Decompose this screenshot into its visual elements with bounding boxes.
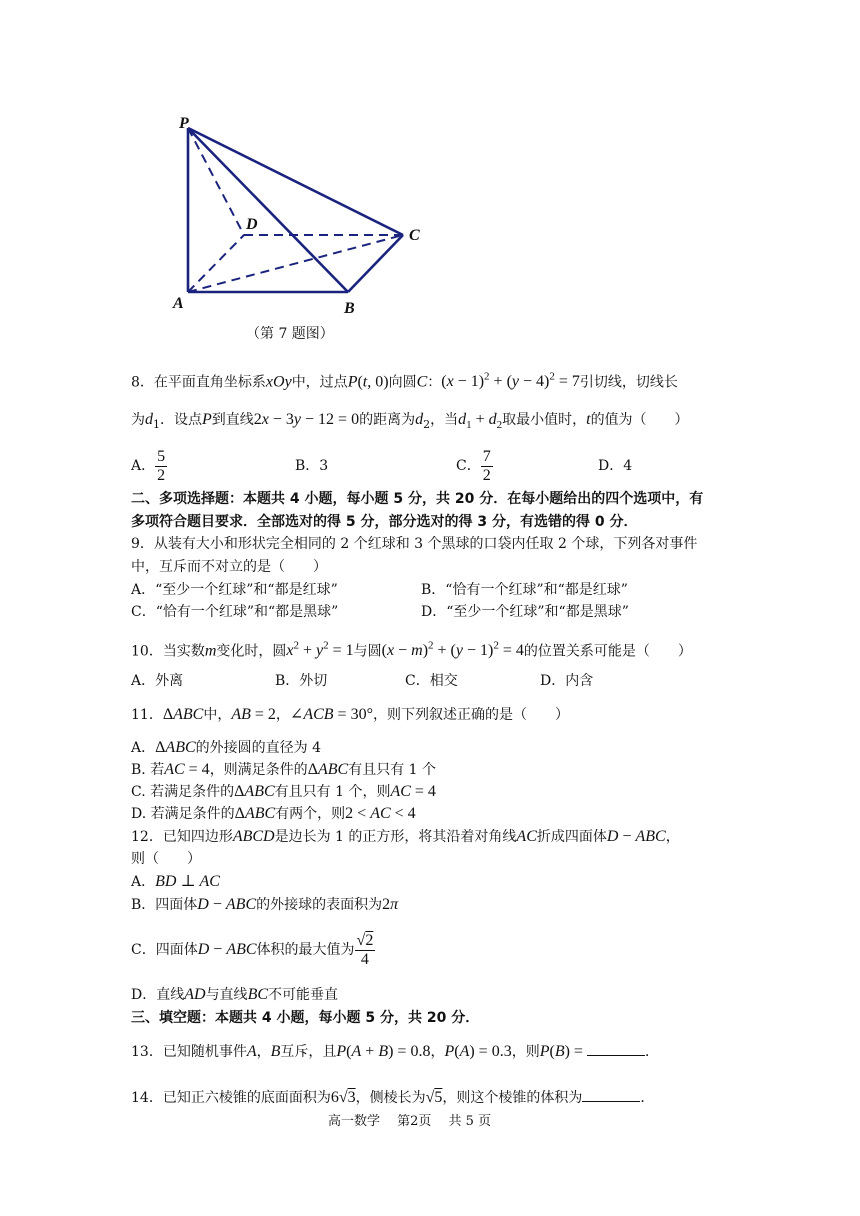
text: 13．已知随机事件 xyxy=(131,1044,247,1060)
text: B．四面体 xyxy=(131,897,198,913)
text: 向圆 xyxy=(388,374,417,391)
text: ，则这个棱锥的体积为 xyxy=(442,1090,583,1106)
text: 8．在平面直角坐标系 xyxy=(131,374,266,391)
q10-option-b: B．外切 xyxy=(275,673,328,689)
math: 2 < AC < 4 xyxy=(345,805,416,822)
q8-option-c xyxy=(456,446,493,486)
math: t xyxy=(586,411,591,428)
text: A． xyxy=(131,458,156,474)
edge-PC xyxy=(188,128,403,235)
q12-option-c xyxy=(131,928,375,972)
q9-option-d: D．“至少一个红球”和“都是黑球” xyxy=(421,604,629,620)
text: 的值为（ ） xyxy=(590,412,689,428)
edge-BC xyxy=(348,235,403,292)
math: $d_1 + d_2$ xyxy=(458,411,503,432)
fraction xyxy=(155,448,167,485)
text: 变化时，圆 xyxy=(216,643,287,660)
text: 为 xyxy=(131,412,145,428)
text: 有且只有 1 个 xyxy=(348,762,437,778)
section2-line1: 二、多项选择题：本题共 4 小题，每小题 5 分，共 20 分．在每小题给出的四个选项中，有 xyxy=(131,491,704,507)
math: $(x - m)^2 + (y - 1)^2 = 4$ xyxy=(381,640,524,660)
num: √2 xyxy=(356,931,374,949)
q14-stem xyxy=(131,1087,654,1108)
text: A． xyxy=(131,740,156,756)
q8-option-b: B．3 xyxy=(295,458,329,474)
text: 有两个，则 xyxy=(275,806,346,822)
q9-line2: 中，互斥而不对立的是（ ） xyxy=(131,559,327,575)
edge-PD xyxy=(188,128,244,235)
pyramid-figure xyxy=(160,108,440,320)
math: B xyxy=(270,1043,281,1060)
num: 5 xyxy=(157,447,166,465)
text: A． xyxy=(131,874,156,890)
math: AC = 4 xyxy=(164,761,210,778)
q11-option-b xyxy=(131,760,436,780)
math: m xyxy=(204,642,217,660)
math: D − ABC xyxy=(197,896,257,913)
text: 12．已知四边形 xyxy=(131,829,233,845)
math: P xyxy=(202,411,212,428)
answer-blank[interactable] xyxy=(582,1087,640,1102)
math: $(x - 1)^2 + (y - 4)^2 = 7$ xyxy=(441,371,580,391)
text: ，则满足条件的 xyxy=(209,762,308,778)
text: C．四面体 xyxy=(131,942,198,958)
fraction xyxy=(481,448,493,485)
text: ： xyxy=(427,374,442,391)
math: D − ABC xyxy=(606,828,666,845)
text: B. 若 xyxy=(131,762,165,778)
math: C xyxy=(416,373,428,391)
text: 14．已知正六棱锥的底面面积为 xyxy=(131,1090,331,1106)
math: AC = 4 xyxy=(390,783,436,800)
text: 10．当实数 xyxy=(131,643,205,660)
text: ，侧棱长为 xyxy=(355,1090,426,1106)
text: 到直线 xyxy=(211,412,254,428)
math: P(A) = 0.3 xyxy=(444,1043,512,1060)
label-B: B xyxy=(344,300,355,317)
text: ，当 xyxy=(430,412,459,428)
q12-option-a xyxy=(131,872,220,892)
math: P xyxy=(347,373,358,391)
math: d xyxy=(415,411,424,428)
text: 折成四面体 xyxy=(536,829,607,845)
math: BD ⊥ AC xyxy=(155,873,220,890)
q8-line1 xyxy=(131,367,678,392)
text: D. 若满足条件的 xyxy=(131,806,235,822)
text: 引切线，切线长 xyxy=(579,374,678,391)
text: 取最小值时， xyxy=(502,412,587,428)
math: ΔABC xyxy=(234,783,275,800)
q9-option-b: B．“恰有一个红球”和“都是红球” xyxy=(421,582,628,598)
math: ∠ACB = 30° xyxy=(289,706,373,723)
answer-blank[interactable] xyxy=(587,1041,645,1056)
math: D − ABC xyxy=(197,941,257,958)
label-D: D xyxy=(246,216,258,233)
page-footer: 高一数学 第2页 共 5 页 xyxy=(328,1114,492,1129)
q8-line2: 为$d_1$．设点P到直线2x − 3y − 12 = 0的距离为$d_2$，当$d_1 + d_2$取最小值时，t的值为（ ） xyxy=(131,411,689,432)
text: 中， xyxy=(203,707,232,723)
q11-option-a xyxy=(131,738,321,758)
math: BC xyxy=(247,986,269,1003)
q10-option-a: A．外离 xyxy=(131,673,184,689)
q8-option-d: D．4 xyxy=(598,458,633,474)
text: 不可能垂直 xyxy=(268,987,339,1003)
text: ． xyxy=(640,1090,655,1106)
math: √5 xyxy=(425,1089,443,1106)
text: 是边长为 1 的正方形，将其沿着对角线 xyxy=(274,829,517,845)
q12-line2: 则（ ） xyxy=(131,851,201,867)
text: C． xyxy=(456,458,481,474)
text: 的位置关系可能是（ ） xyxy=(523,643,692,660)
q10-option-d: D．内含 xyxy=(540,673,594,689)
math: P(B) = xyxy=(539,1043,587,1060)
math: AC xyxy=(516,828,537,845)
math: d xyxy=(145,411,153,428)
q11-option-c xyxy=(131,782,436,802)
math: 2x − 3y − 12 = 0 xyxy=(253,411,360,428)
q13-stem xyxy=(131,1041,659,1062)
q8-option-a xyxy=(131,446,167,486)
text: ， xyxy=(256,1044,271,1060)
math: 6√3 xyxy=(330,1089,356,1106)
text: ， xyxy=(430,1044,445,1060)
math: A xyxy=(246,1043,257,1060)
math: AD xyxy=(184,986,206,1003)
math: 2π xyxy=(382,896,399,913)
math: P(A + B) = 0.8 xyxy=(336,1043,431,1060)
q11-stem xyxy=(131,705,569,725)
math: $x^2 + y^2 = 1$ xyxy=(286,640,354,660)
text: ．设点 xyxy=(160,412,202,428)
num: 7 xyxy=(482,447,491,465)
math: AB = 2 xyxy=(231,706,276,723)
text: 与圆 xyxy=(353,643,382,660)
text: ． xyxy=(644,1044,659,1060)
edge-AC xyxy=(188,235,403,292)
math: ΔABC xyxy=(234,805,276,822)
math: ΔABC xyxy=(162,706,204,723)
q12-stem xyxy=(131,827,680,847)
math: ΔABC xyxy=(155,739,196,756)
label-C: C xyxy=(409,227,420,244)
fraction-sqrt2-over-4 xyxy=(355,932,376,969)
q10-option-c: C．相交 xyxy=(405,673,458,689)
section2-line2: 多项符合题目要求．全部选对的得 5 分，部分选对的得 3 分，有选错的得 0 分． xyxy=(131,514,638,530)
q11-option-d xyxy=(131,804,416,824)
q9-line1: 9．从装有大小和形状完全相同的 2 个红球和 3 个黑球的口袋内任取 2 个球，下列各对事件 xyxy=(131,536,698,552)
text: 体积的最大值为 xyxy=(256,942,355,958)
text: 有且只有 1 个，则 xyxy=(274,784,391,800)
q12-option-b xyxy=(131,895,398,915)
q10-stem xyxy=(131,636,692,661)
q9-option-c: C．“恰有一个红球”和“都是黑球” xyxy=(131,604,339,620)
text: C. 若满足条件的 xyxy=(131,784,235,800)
text: 的外接球的表面积为 xyxy=(256,897,383,913)
den: 4 xyxy=(360,950,369,968)
edge-AD xyxy=(188,235,244,292)
math: xOy xyxy=(265,373,292,391)
math: (t, 0) xyxy=(357,373,389,391)
text: ，则 xyxy=(511,1044,540,1060)
text: 的外接圆的直径为 4 xyxy=(195,740,321,756)
den: 2 xyxy=(157,466,166,484)
text: 的距离为 xyxy=(359,412,416,428)
section3-header: 三、填空题：本题共 4 小题，每小题 5 分，共 20 分． xyxy=(131,1010,480,1026)
text: ，则下列叙述正确的是（ ） xyxy=(372,707,569,723)
text: 互斥，且 xyxy=(280,1044,337,1060)
text: 中，过点 xyxy=(291,374,348,391)
text: ， xyxy=(665,829,680,845)
den: 2 xyxy=(482,466,491,484)
math: ABCD xyxy=(232,828,275,845)
text: D．直线 xyxy=(131,987,185,1003)
q9-option-a: A．“至少一个红球”和“都是红球” xyxy=(131,582,338,598)
label-A: A xyxy=(173,295,184,312)
text: ， xyxy=(275,707,290,723)
math: ΔABC xyxy=(307,761,349,778)
q12-option-d xyxy=(131,985,338,1005)
label-P: P xyxy=(179,115,189,132)
figure-caption: （第 7 题图） xyxy=(246,326,334,342)
text: 11． xyxy=(131,707,163,723)
text: 与直线 xyxy=(205,987,248,1003)
